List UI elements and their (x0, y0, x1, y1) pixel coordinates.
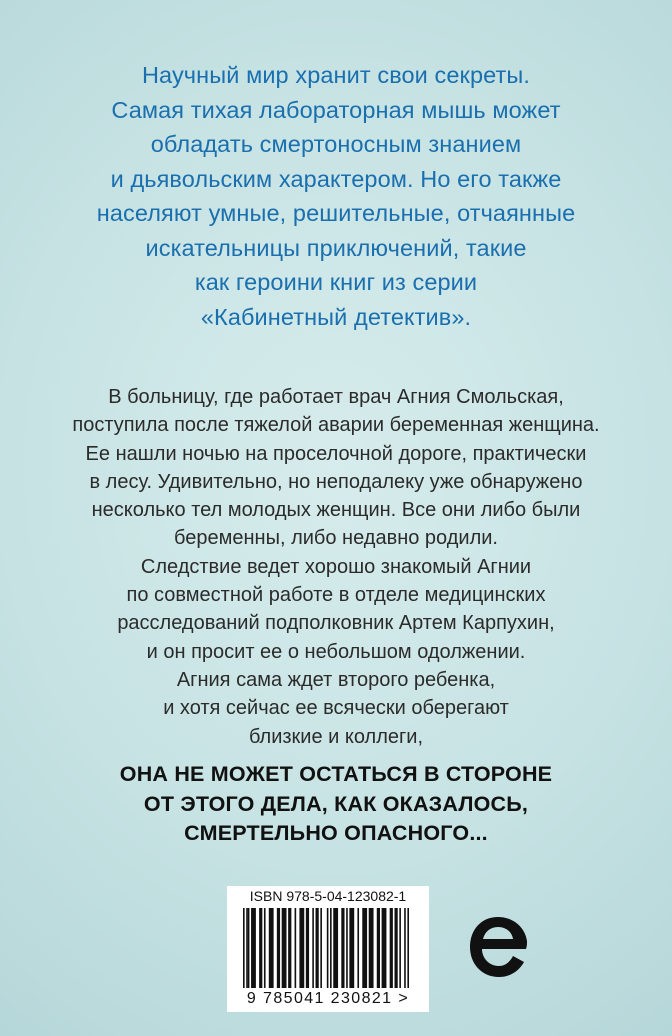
synopsis-line: в лесу. Удивительно, но неподалеку уже обнаружено (89, 470, 583, 493)
barcode-bar (269, 908, 274, 988)
barcode-bar (246, 908, 248, 988)
barcode-bar (295, 908, 297, 988)
barcode-bar (346, 908, 348, 988)
emphasis-block (0, 760, 672, 849)
barcode-bar (320, 908, 322, 988)
barcode-bar (306, 908, 309, 988)
synopsis-line: несколько тел молодых женщин. Все они либо были (91, 499, 581, 522)
barcode-bar (341, 908, 344, 988)
emphasis-line: СМЕРТЕЛЬНО ОПАСНОГО... (184, 821, 488, 845)
tagline-line: Научный мир хранит свои секреты. (141, 62, 530, 88)
barcode-bar (277, 908, 280, 988)
barcode-bar (369, 908, 374, 988)
isbn-label: ISBN 978-5-04-123082-1 (249, 888, 407, 904)
barcode-bar (407, 908, 409, 988)
synopsis-line: Агния сама ждет второго ребенка, (176, 668, 496, 691)
emphasis-line: ОТ ЭТОГО ДЕЛА, КАК ОКАЗАЛОСЬ, (143, 791, 529, 816)
tagline-line: Самая тихая лабораторная мышь может (111, 96, 561, 123)
tagline-line: и дьявольским характером. Но его также (110, 165, 562, 192)
barcode-bar (357, 908, 359, 988)
barcode-bar (282, 908, 287, 988)
barcode-bar (333, 908, 338, 988)
barcode-bar (259, 908, 262, 988)
barcode-bar (316, 908, 319, 988)
tagline-line: «Кабинетный детектив». (200, 303, 472, 330)
barcode-bar (248, 908, 250, 988)
barcode-bar (288, 908, 291, 988)
barcode-bar (312, 908, 314, 988)
synopsis-line: В больницу, где работает врач Агния Смольская, (108, 386, 564, 408)
barcode-bar (382, 908, 387, 988)
synopsis-line: расследований подполковник Артем Карпухин, (117, 612, 555, 635)
tagline-line: искательницы приключений, такие (145, 234, 527, 261)
synopsis-line: по совместной работе в отделе медицинских (126, 584, 546, 607)
barcode-bar (243, 908, 245, 988)
barcode-bar (395, 908, 398, 988)
tagline-line: обладать смертоносным знанием (150, 131, 522, 157)
synopsis (0, 383, 672, 751)
tagline-line: населяют умные, решительные, отчаянные (96, 200, 576, 226)
barcode-bar (404, 908, 406, 988)
synopsis-line: Ее нашли ночью на проселочной дороге, практически (85, 442, 587, 465)
tagline (0, 58, 672, 334)
synopsis-line: и хотя сейчас ее всячески оберегают (163, 697, 509, 720)
barcode-bar (377, 908, 380, 988)
barcode-bar (399, 908, 401, 988)
barcode-bar (264, 908, 266, 988)
emphasis-line: ОНА НЕ МОЖЕТ ОСТАТЬСЯ В СТОРОНЕ (119, 762, 553, 786)
synopsis-line: Следствие ведет хорошо знакомый Агнии (140, 555, 532, 578)
barcode-bar (327, 908, 329, 988)
barcode-digits: 9 785041 230821 > (246, 990, 410, 1007)
barcode-bar (330, 908, 332, 988)
barcode-bar (251, 908, 256, 988)
barcode-bar (362, 908, 367, 988)
synopsis-line: поступила после тяжелой аварии беременная женщина. (72, 414, 600, 437)
barcode-bar (390, 908, 393, 988)
barcode-bars (239, 908, 417, 992)
synopsis-line: и он просит ее о небольшом одолжении. (146, 640, 526, 663)
barcode-bar (299, 908, 304, 988)
synopsis-line: беременны, либо недавно родили. (174, 527, 498, 550)
tagline-line: как героини книг из серии (194, 269, 478, 295)
isbn-barcode (227, 886, 429, 1012)
synopsis-line: близкие и коллеги, (248, 725, 424, 748)
publisher-e-logo-icon (467, 914, 529, 980)
barcode-bar (349, 908, 354, 988)
